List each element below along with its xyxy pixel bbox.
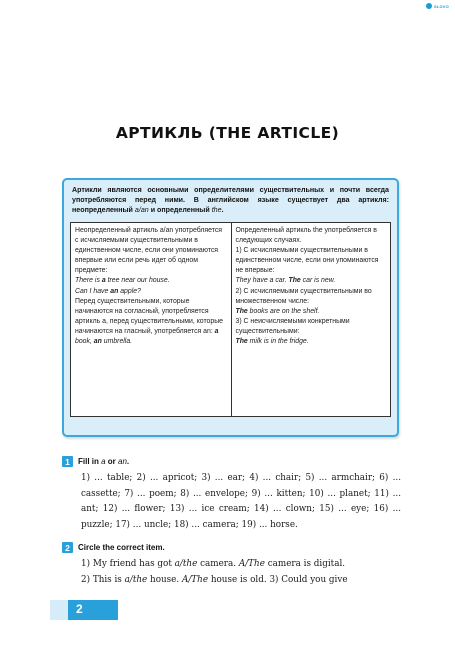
definite-example-2: The books are on the shelf. [235,307,320,315]
exercise-2-text: 1) My friend has got a/the camera. A/The camera is digital. 2) This is a/the house. A/The house is old. 3) Could you give [81,559,348,585]
exercise-number-badge: 2 [62,542,73,553]
indefinite-example-1: There is a tree near our house. [75,277,170,285]
exercise-1-heading [62,456,129,467]
definite-rule-text: Определенный артикль the употребляется в следующих случаях. [235,227,377,245]
grammar-rule-box [62,178,399,437]
indefinite-example-2: Can I have an apple? [75,287,141,295]
definite-example-1: They have a car. The car is new. [235,277,336,285]
logo-mark-icon [426,3,432,9]
publisher-logo [426,3,449,9]
logo-text: SLOVO [433,3,449,9]
page-title: АРТИКЛЬ (THE ARTICLE) [115,124,340,142]
page-tab-accent [50,600,68,620]
page-number: 2 [76,602,83,616]
indefinite-rule-text-2: Перед существительными, которые начинаются на согласный, употребляется артикль a, перед существительными, которые начинаются на гласный, употребляется an: a book, an umbrella. [75,297,223,346]
definite-rule-case-1: 1) С исчисляемыми существительными в единственном числе, если они упоминаются не впервые: [235,247,379,275]
exercise-1-instruction: Fill in a or an. [78,457,130,466]
exercise-2-heading [62,542,165,553]
definite-example-3: The milk is in the fridge. [235,338,309,346]
exercise-2-instruction: Circle the correct item. [78,543,165,552]
definite-rule-case-3: 3) С неисчисляемыми конкретными существительными: [235,317,350,335]
rule-table [70,222,391,417]
exercise-number-badge: 1 [62,456,73,467]
indefinite-article-column [71,223,231,416]
rule-intro: Артикли являются основными определителями существительных и почти всегда употребляются перед ними. В английском языке существует два артикля: неопределенный a/an и определенный the. [72,186,389,214]
definite-rule-case-2: 2) С исчисляемыми существительными во множественном числе: [235,287,372,305]
definite-article-column [231,223,391,416]
indefinite-rule-text: Неопределенный артикль a/an употребляется с исчисляемыми существительными в единственном числе, если они упоминаются впервые или если речь идет об одном предмете: [75,227,222,275]
exercise-1-text: 1) ... table; 2) ... apricot; 3) ... ear; 4) ... chair; 5) ... armchair; 6) ... cassette; 7) ... poem; 8) ... envelope; 9) ... kitten; 10) ... planet; 11) ... ant; 12) ... flower; 13) ... ice cream; 14) ... clown; 15) ... eye; 16) ... puzzle; 17) ... uncle; 18) ... camera; 19) ... horse. [81,473,401,530]
